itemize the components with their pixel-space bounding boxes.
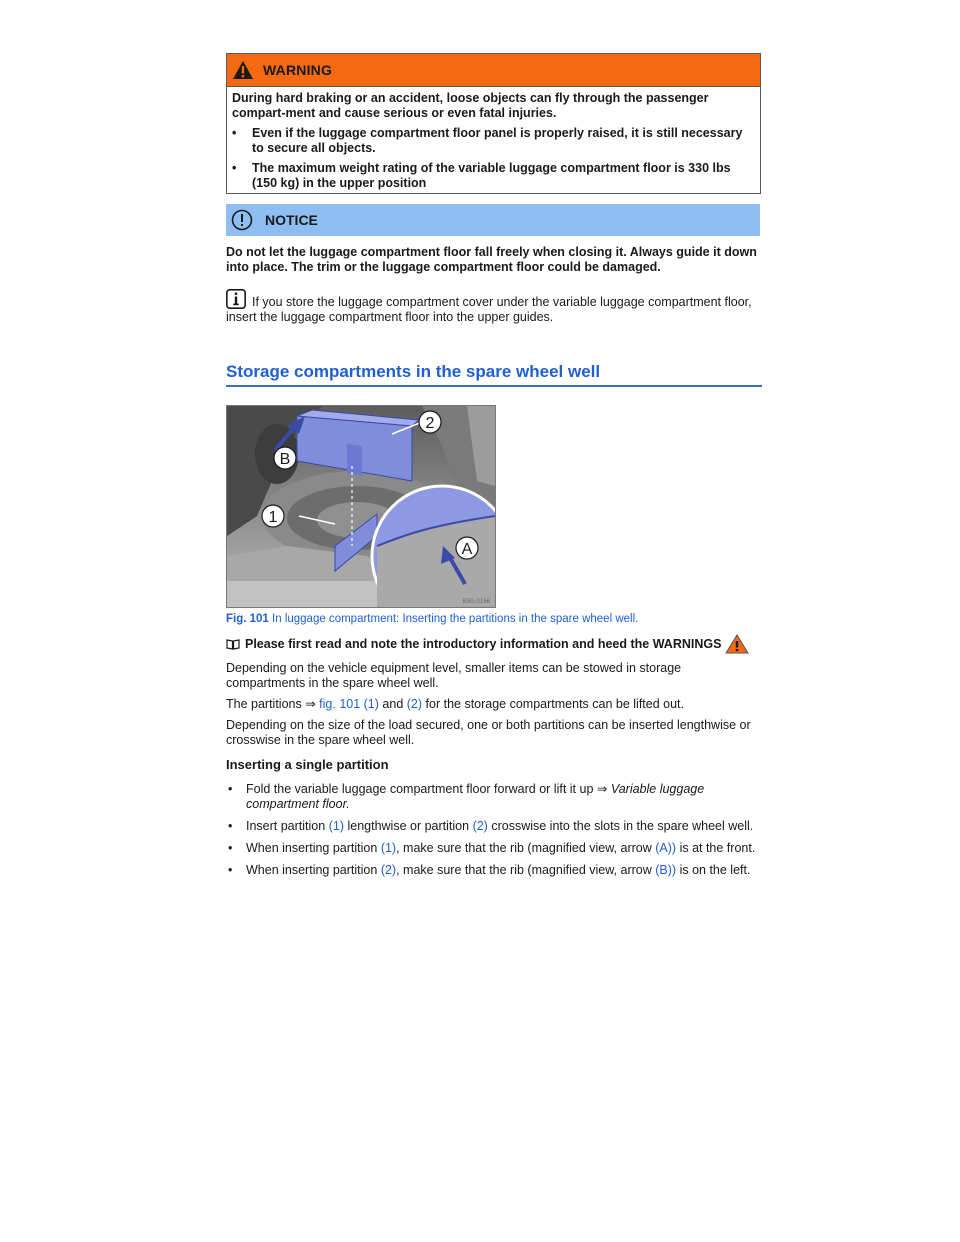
cross-ref-link[interactable]: Variable luggage compartment floor. [246,782,705,811]
notice-title: NOTICE [265,212,318,228]
figure-label: A [461,541,473,558]
list-item: • Insert partition (1) lengthwise or partition (2) crosswise into the slots in the spare wheel well. [228,819,754,833]
warning-header [227,54,760,87]
paragraph: Depending on the vehicle equipment level, smaller items can be stowed in storage compartments in the spare wheel well. [226,661,682,690]
figure-label: 2 [425,415,435,432]
trunk-illustration [227,406,495,607]
part-ref: (2) [406,697,423,711]
notice-text: Do not let the luggage compartment floor fall freely when closing it. Always guide it down into place. The trim or the luggage compartment floor could be damaged. [226,245,757,274]
paragraph: The partitions ⇒ fig. 101 (1) and (2) for the storage compartments can be lifted out. [226,697,685,711]
figure-label: 1 [268,509,278,526]
list-item: • When inserting partition (1), make sure that the rib (magnified view, arrow (A)) is at the front. [228,841,756,855]
figure-caption: Fig. 101 In luggage compartment: Inserting the partitions in the spare wheel well. [226,613,639,625]
figure-code: B5G-0156 [462,599,490,605]
warning-small-icon [725,634,749,654]
bullet-icon: • [228,841,233,855]
bullet-icon: • [232,161,237,175]
info-note: If you store the luggage compartment cover under the variable luggage compartment floor, insert the luggage compartment floor into the upper guides. [226,289,760,325]
bullet-icon: • [228,819,233,833]
book-icon [226,638,240,650]
paragraph: Depending on the size of the load secured, one or both partitions can be inserted lengthwise or crosswise in the spare wheel well. [226,718,751,747]
bullet-icon: • [232,126,237,140]
bullet-icon: • [228,782,233,796]
figure-image [226,405,496,608]
warning-box [226,53,761,194]
bullet-icon: • [228,863,233,877]
section-title: Storage compartments in the spare wheel well [226,362,762,387]
warning-triangle-icon [232,60,254,80]
info-icon [226,289,246,309]
exclamation-circle-icon [231,209,253,231]
list-item: • Fold the variable luggage compartment floor forward or lift it up ⇒ Variable luggage compartment floor. [228,782,705,811]
warning-body [227,87,760,193]
warning-bullet: • Even if the luggage compartment floor panel is properly raised, it is still necessary to secure all objects. [232,126,743,155]
list-item: • When inserting partition (2), make sure that the rib (magnified view, arrow (B)) is on the left. [228,863,751,877]
warning-title: WARNING [263,62,333,78]
figure-label: B [279,451,291,468]
steps-list [226,782,760,885]
warning-bullet: • The maximum weight rating of the variable luggage compartment floor is 330 lbs (150 kg) in the upper position [232,161,731,190]
read-first-note: Please first read and note the introductory information and heed the WARNINGS [226,634,762,654]
figure-link[interactable]: fig. 101 (1) [319,697,379,711]
subheading: Inserting a single partition [226,757,389,772]
warning-intro: During hard braking or an accident, loose objects can fly through the passenger compart-ment and cause serious or even fatal injuries. [232,91,709,120]
notice-header [226,204,760,236]
